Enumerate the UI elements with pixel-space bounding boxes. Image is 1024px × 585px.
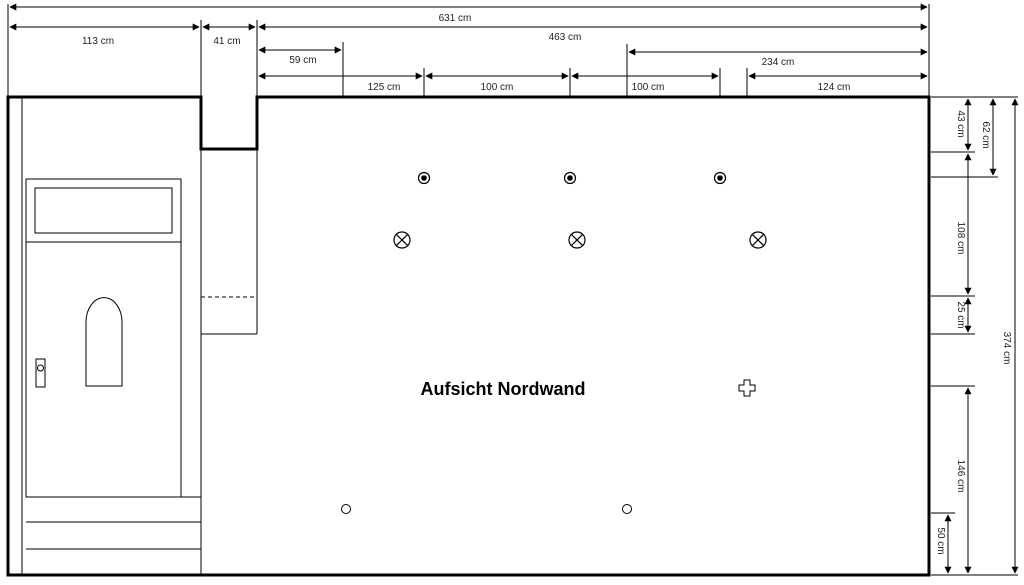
dim-label-left: 113 cm — [81, 36, 115, 47]
spot-lights — [419, 173, 726, 184]
small-circle-icon — [342, 505, 351, 514]
door-handle-plate — [36, 359, 45, 387]
crossed-circle-icon — [569, 232, 585, 248]
spot-light-icon — [565, 173, 576, 184]
door-knob-icon — [38, 365, 44, 371]
dim-label-62: 62 cm — [980, 121, 991, 149]
small-circle-icon — [623, 505, 632, 514]
dim-label-seg-c: 100 cm — [631, 82, 665, 93]
wall-boundary — [8, 97, 929, 575]
dim-label-25: 25 cm — [955, 301, 966, 329]
spot-light-icon — [715, 173, 726, 184]
door-transom-window — [35, 188, 172, 233]
dim-label-seg-a: 125 cm — [367, 82, 401, 93]
dim-label-108: 108 cm — [955, 221, 966, 255]
dim-label-50: 50 cm — [935, 527, 946, 555]
crossed-circle-icon — [394, 232, 410, 248]
sockets — [342, 505, 632, 514]
dim-label-seg-b: 100 cm — [480, 82, 514, 93]
ceiling-lamps — [394, 232, 766, 248]
dim-label-43: 43 cm — [955, 110, 966, 138]
spot-light-icon — [419, 173, 430, 184]
dim-label-chimney: 41 cm — [213, 36, 241, 47]
dim-label-overall-height: 374 cm — [1001, 331, 1012, 365]
dim-label-right-span: 463 cm — [548, 32, 582, 43]
door-area — [22, 97, 257, 575]
plus-marker-icon — [739, 380, 755, 396]
dim-label-59: 59 cm — [289, 55, 317, 66]
door-leaf — [26, 179, 181, 497]
dim-label-overall: 631 cm — [438, 13, 472, 24]
dim-label-234: 234 cm — [761, 57, 795, 68]
crossed-circle-icon — [750, 232, 766, 248]
right-dimensions — [931, 97, 1018, 575]
dim-label-146: 146 cm — [955, 459, 966, 493]
top-dimensions — [8, 4, 929, 96]
wall-outline — [8, 97, 929, 575]
drawing-title: Aufsicht Nordwand — [420, 379, 586, 399]
dim-label-seg-d: 124 cm — [817, 82, 851, 93]
door-arched-window — [86, 298, 122, 386]
